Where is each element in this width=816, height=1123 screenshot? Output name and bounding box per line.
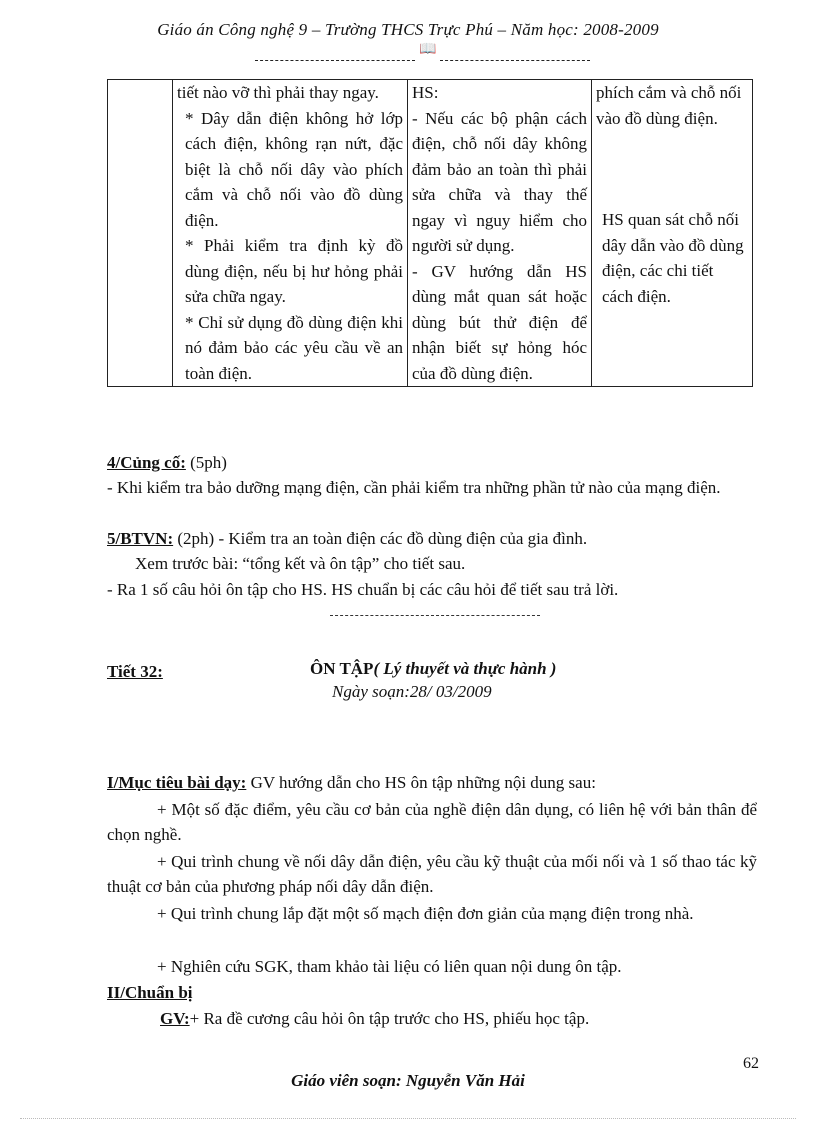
page-number: 62 — [743, 1055, 759, 1072]
activity-paragraph: - GV hướng dẫn HS dùng mắt quan sát hoặc dùng bút thử điện để nhận biết sự hỏng hóc của đồ dùng điện. — [412, 261, 587, 383]
objectives-heading: I/Mục tiêu bài dạy: — [107, 773, 247, 792]
header-title: Giáo án Công nghệ 9 – Trường THCS Trực Phú – Năm học: 2008-2009 — [157, 20, 659, 39]
btvn-line2: Xem trước bài: “tổng kết và ôn tập” cho tiết sau. — [135, 554, 466, 573]
lesson-table — [107, 79, 753, 387]
objective-item: + Một số đặc điểm, yêu cầu cơ bản của nghề điện dân dụng, có liên hệ với bản thân để chọn nghề. — [107, 800, 757, 844]
section-divider — [330, 615, 540, 616]
prep-gv-text: + Ra đề cương câu hỏi ôn tập trước cho HS, phiếu học tập. — [189, 1009, 590, 1028]
prep-gv-label: GV: — [160, 1009, 190, 1028]
btvn-heading: 5/BTVN: — [107, 529, 174, 548]
student-paragraph: HS quan sát chỗ nối dây dẫn vào đồ dùng điện, các chi tiết cách điện. — [602, 210, 744, 306]
cungco-heading-line — [107, 450, 757, 475]
btvn-text: (2ph) - Kiểm tra an toàn điện các đồ dùng điện của gia đình. — [173, 529, 588, 548]
cungco-text: - Khi kiểm tra bảo dưỡng mạng điện, cần phải kiểm tra những phần tử nào của mạng điện. — [107, 478, 721, 497]
content-cell — [173, 80, 408, 387]
table-cell-empty — [108, 80, 173, 387]
header-rule-left — [255, 60, 415, 61]
lesson-date: Ngày soạn:28/ 03/2009 — [332, 682, 492, 701]
lesson-title-sub: ( Lý thuyết và thực hành ) — [373, 659, 557, 678]
lesson-title-main: ÔN TẬP — [310, 659, 374, 678]
cungco-time: (5ph) — [185, 453, 227, 472]
lesson-number: Tiết 32: — [107, 662, 163, 681]
prep-gv-line — [160, 1006, 760, 1031]
header-rule-right — [440, 60, 590, 61]
objective-item: + Nghiên cứu SGK, tham khảo tài liệu có liên quan nội dung ôn tập. — [157, 957, 622, 976]
table-row — [108, 80, 753, 387]
btvn-line3: - Ra 1 số câu hỏi ôn tập cho HS. HS chuẩn bị các câu hỏi để tiết sau trả lời. — [107, 580, 619, 599]
btvn-line — [107, 526, 757, 551]
objective-item: + Qui trình chung về nối dây dẫn điện, yêu cầu kỹ thuật của mối nối và 1 số thao tác kỹ thuật cơ bản của phương pháp nối dây dẫn điện. — [107, 852, 757, 896]
activity-cell — [408, 80, 592, 387]
activity-paragraph: HS: — [412, 83, 439, 102]
content-paragraph: * Dây dẫn điện không hở lớp cách điện, không rạn nứt, đặc biệt là chỗ nối dây vào phích cắm và chỗ nối vào đồ dùng điện. — [185, 108, 403, 230]
content-paragraph: * Chỉ sử dụng đồ dùng điện khi nó đảm bảo các yêu cầu về an toàn điện. — [185, 312, 403, 383]
activity-paragraph: - Nếu các bộ phận cách điện, chỗ nối dây không đảm bảo an toàn thì phải sửa chữa và thay thế ngay vì nguy hiểm cho người sử dụng. — [412, 108, 587, 255]
book-icon: 📖 — [419, 42, 437, 57]
objectives-heading-line — [107, 770, 757, 795]
student-paragraph: phích cắm và chỗ nối vào đồ dùng điện. — [596, 83, 742, 128]
objective-item: + Qui trình chung lắp đặt một số mạch điện đơn giản của mạng điện trong nhà. — [157, 904, 694, 923]
prep-heading: II/Chuẩn bị — [107, 983, 193, 1002]
cell-spacer — [596, 131, 748, 207]
cungco-heading: 4/Củng cố: — [107, 453, 186, 472]
objectives-intro: GV hướng dẫn cho HS ôn tập những nội dung sau: — [246, 773, 596, 792]
student-cell — [592, 80, 753, 387]
lesson-title — [310, 659, 556, 679]
content-paragraph: * Phải kiểm tra định kỳ đồ dùng điện, nếu bị hư hỏng phải sửa chữa ngay. — [185, 236, 403, 306]
bottom-rule — [20, 1118, 796, 1119]
page-header — [0, 20, 816, 40]
content-paragraph: tiết nào vỡ thì phải thay ngay. — [177, 83, 379, 102]
page-footer: Giáo viên soạn: Nguyễn Văn Hải — [291, 1071, 525, 1090]
